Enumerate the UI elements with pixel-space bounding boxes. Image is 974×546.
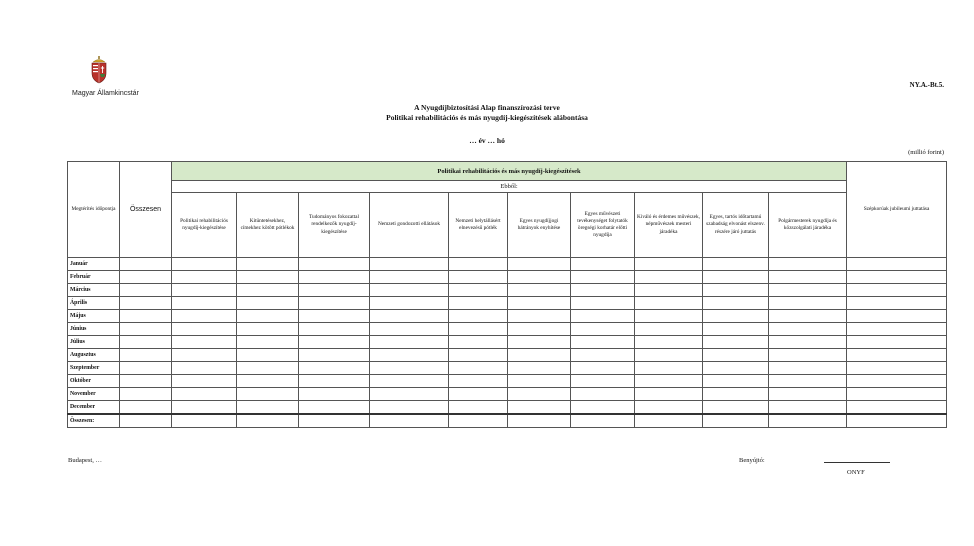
table-cell[interactable] xyxy=(571,258,635,271)
table-cell[interactable] xyxy=(847,323,947,336)
table-cell[interactable] xyxy=(769,414,847,428)
total-row xyxy=(68,414,947,428)
table-cell[interactable] xyxy=(237,362,299,375)
month-label: Március xyxy=(68,284,120,297)
col-header: Egyes művészeti tevékenységet folytatók öregségi korhatár előtti nyugdíja xyxy=(571,193,635,258)
table-cell[interactable] xyxy=(299,271,370,284)
table-cell[interactable] xyxy=(508,271,571,284)
table-cell[interactable] xyxy=(508,336,571,349)
total-label: Összesen: xyxy=(68,414,120,428)
table-cell[interactable] xyxy=(299,258,370,271)
table-cell[interactable] xyxy=(172,284,237,297)
table-cell[interactable] xyxy=(370,258,449,271)
col-header-date: Megtérítés időpontja xyxy=(68,162,120,258)
table-cell[interactable] xyxy=(449,401,508,415)
month-label: Június xyxy=(68,323,120,336)
table-cell[interactable] xyxy=(172,323,237,336)
col-header: Kiváló és érdemes művészek, népművészek mesteri járadéka xyxy=(635,193,703,258)
table-cell[interactable] xyxy=(769,336,847,349)
table-cell[interactable] xyxy=(571,271,635,284)
month-row xyxy=(68,323,947,336)
table-cell[interactable] xyxy=(120,284,172,297)
month-row xyxy=(68,297,947,310)
table-cell[interactable] xyxy=(635,375,703,388)
table-cell[interactable] xyxy=(237,258,299,271)
table-cell[interactable] xyxy=(635,271,703,284)
col-header: Polgármesterek nyugdíja és közszolgálati járadéka xyxy=(769,193,847,258)
table-cell[interactable] xyxy=(769,323,847,336)
table-cell[interactable] xyxy=(120,336,172,349)
table-cell[interactable] xyxy=(370,349,449,362)
issuer-name: Magyar Államkincstár xyxy=(72,90,139,97)
table-cell[interactable] xyxy=(847,414,947,428)
table-cell[interactable] xyxy=(370,336,449,349)
table-cell[interactable] xyxy=(449,362,508,375)
month-label: Május xyxy=(68,310,120,323)
month-row xyxy=(68,388,947,401)
col-header: Nemzeti helytállásért elnevezésű pótlék xyxy=(449,193,508,258)
table-cell[interactable] xyxy=(847,336,947,349)
table-cell[interactable] xyxy=(120,401,172,415)
table-cell[interactable] xyxy=(299,310,370,323)
table-cell[interactable] xyxy=(769,284,847,297)
table-cell[interactable] xyxy=(571,414,635,428)
document-title: A Nyugdíjbiztosítási Alap finanszírozási terve xyxy=(414,103,560,112)
month-row xyxy=(68,284,947,297)
document-subtitle: Politikai rehabilitációs és más nyugdíj-kiegészítések alábontása xyxy=(386,113,588,122)
table-cell[interactable] xyxy=(299,284,370,297)
month-label: Szeptember xyxy=(68,362,120,375)
table-cell[interactable] xyxy=(172,349,237,362)
table-cell[interactable] xyxy=(172,310,237,323)
table-cell[interactable] xyxy=(847,310,947,323)
table-cell[interactable] xyxy=(635,388,703,401)
place-date: Budapest, … xyxy=(68,457,102,464)
table-cell[interactable] xyxy=(172,375,237,388)
table-cell[interactable] xyxy=(172,388,237,401)
table-cell[interactable] xyxy=(120,388,172,401)
table-cell[interactable] xyxy=(449,297,508,310)
table-cell[interactable] xyxy=(769,310,847,323)
table-cell[interactable] xyxy=(370,414,449,428)
table-cell[interactable] xyxy=(299,401,370,415)
month-row xyxy=(68,362,947,375)
table-cell[interactable] xyxy=(635,323,703,336)
col-header: Politikai rehabilitációs nyugdíj-kiegészítése xyxy=(172,193,237,258)
table-cell[interactable] xyxy=(237,284,299,297)
table-cell[interactable] xyxy=(120,323,172,336)
table-cell[interactable] xyxy=(769,362,847,375)
month-row xyxy=(68,271,947,284)
table-cell[interactable] xyxy=(237,323,299,336)
month-label: Január xyxy=(68,258,120,271)
table-cell[interactable] xyxy=(703,297,769,310)
month-row xyxy=(68,336,947,349)
unit-label: (millió forint) xyxy=(908,149,944,156)
table-cell[interactable] xyxy=(847,349,947,362)
table-cell[interactable] xyxy=(120,258,172,271)
table-cell[interactable] xyxy=(449,310,508,323)
table-cell[interactable] xyxy=(769,271,847,284)
table-cell[interactable] xyxy=(237,336,299,349)
table-cell[interactable] xyxy=(299,388,370,401)
table-cell[interactable] xyxy=(299,336,370,349)
table-cell[interactable] xyxy=(703,349,769,362)
table-cell[interactable] xyxy=(120,310,172,323)
table-cell[interactable] xyxy=(508,414,571,428)
table-cell[interactable] xyxy=(237,297,299,310)
table-cell[interactable] xyxy=(299,323,370,336)
table-cell[interactable] xyxy=(508,388,571,401)
table-cell[interactable] xyxy=(370,401,449,415)
table-cell[interactable] xyxy=(449,349,508,362)
table-cell[interactable] xyxy=(120,349,172,362)
col-header-total: Összesen xyxy=(120,162,172,258)
table-cell[interactable] xyxy=(172,271,237,284)
table-cell[interactable] xyxy=(449,388,508,401)
table-cell[interactable] xyxy=(172,336,237,349)
month-label: Április xyxy=(68,297,120,310)
table-cell[interactable] xyxy=(449,271,508,284)
table-cell[interactable] xyxy=(571,388,635,401)
table-cell[interactable] xyxy=(508,401,571,415)
table-cell[interactable] xyxy=(703,310,769,323)
table-cell[interactable] xyxy=(703,258,769,271)
table-cell[interactable] xyxy=(847,284,947,297)
table-cell[interactable] xyxy=(571,323,635,336)
table-cell[interactable] xyxy=(120,297,172,310)
table-cell[interactable] xyxy=(847,258,947,271)
table-cell[interactable] xyxy=(237,349,299,362)
table-cell[interactable] xyxy=(508,297,571,310)
month-row xyxy=(68,310,947,323)
form-code: NY.A.-Bt.5. xyxy=(909,81,944,89)
table-cell[interactable] xyxy=(370,388,449,401)
table-cell[interactable] xyxy=(508,323,571,336)
table-cell[interactable] xyxy=(237,401,299,415)
table-cell[interactable] xyxy=(571,401,635,415)
table-cell[interactable] xyxy=(571,297,635,310)
table-cell[interactable] xyxy=(571,310,635,323)
table-cell[interactable] xyxy=(847,401,947,415)
table-cell[interactable] xyxy=(847,362,947,375)
table-cell[interactable] xyxy=(571,362,635,375)
table-cell[interactable] xyxy=(769,258,847,271)
month-label: Augusztus xyxy=(68,349,120,362)
table-cell[interactable] xyxy=(299,375,370,388)
table-cell[interactable] xyxy=(635,310,703,323)
table-cell[interactable] xyxy=(571,284,635,297)
table-cell[interactable] xyxy=(449,375,508,388)
table-cell[interactable] xyxy=(237,310,299,323)
col-header-last: Szépkorúak jubileumi juttatása xyxy=(847,162,947,258)
table-cell[interactable] xyxy=(449,258,508,271)
table-cell[interactable] xyxy=(172,414,237,428)
table-cell[interactable] xyxy=(237,271,299,284)
table-cell[interactable] xyxy=(703,414,769,428)
table-cell[interactable] xyxy=(847,375,947,388)
table-cell[interactable] xyxy=(370,375,449,388)
table-cell[interactable] xyxy=(635,258,703,271)
table-cell[interactable] xyxy=(237,388,299,401)
table-cell[interactable] xyxy=(703,336,769,349)
table-cell[interactable] xyxy=(635,336,703,349)
table-cell[interactable] xyxy=(299,297,370,310)
table-cell[interactable] xyxy=(172,258,237,271)
table-cell[interactable] xyxy=(370,271,449,284)
table-cell[interactable] xyxy=(703,401,769,415)
month-label: November xyxy=(68,388,120,401)
table-cell[interactable] xyxy=(703,323,769,336)
table-cell[interactable] xyxy=(508,258,571,271)
table-cell[interactable] xyxy=(172,401,237,415)
signature-line xyxy=(824,462,890,463)
table-cell[interactable] xyxy=(508,284,571,297)
table-cell[interactable] xyxy=(571,375,635,388)
table-cell[interactable] xyxy=(769,375,847,388)
table-cell[interactable] xyxy=(120,271,172,284)
table-cell[interactable] xyxy=(635,297,703,310)
table-cell[interactable] xyxy=(449,284,508,297)
month-row xyxy=(68,401,947,415)
month-label: Október xyxy=(68,375,120,388)
table-cell[interactable] xyxy=(370,323,449,336)
table-cell[interactable] xyxy=(237,414,299,428)
submitter-label: Benyújtó: xyxy=(739,457,765,464)
col-header: Egyes nyugdíjjogi hátrányok enyhítése xyxy=(508,193,571,258)
table-cell[interactable] xyxy=(847,271,947,284)
table-cell[interactable] xyxy=(847,297,947,310)
month-label: December xyxy=(68,401,120,415)
table-cell[interactable] xyxy=(370,284,449,297)
table-cell[interactable] xyxy=(508,349,571,362)
table-cell[interactable] xyxy=(635,362,703,375)
month-label: Július xyxy=(68,336,120,349)
table-cell[interactable] xyxy=(635,401,703,415)
group-header: Politikai rehabilitációs és más nyugdíj-kiegészítések xyxy=(172,162,847,181)
table-cell[interactable] xyxy=(703,375,769,388)
table-cell[interactable] xyxy=(299,362,370,375)
table-cell[interactable] xyxy=(299,349,370,362)
month-label: Február xyxy=(68,271,120,284)
table-cell[interactable] xyxy=(703,362,769,375)
table-cell[interactable] xyxy=(449,323,508,336)
table-cell[interactable] xyxy=(120,414,172,428)
table-cell[interactable] xyxy=(703,284,769,297)
table-cell[interactable] xyxy=(635,414,703,428)
table-cell[interactable] xyxy=(571,349,635,362)
table-cell[interactable] xyxy=(571,336,635,349)
table-cell[interactable] xyxy=(299,414,370,428)
financing-plan-table xyxy=(67,161,947,428)
month-row xyxy=(68,375,947,388)
table-cell[interactable] xyxy=(370,362,449,375)
month-row xyxy=(68,349,947,362)
table-cell[interactable] xyxy=(847,388,947,401)
table-cell[interactable] xyxy=(635,284,703,297)
organization-label: ONYF xyxy=(847,469,865,476)
col-header: Nemzeti gondozotti ellátások xyxy=(370,193,449,258)
table-cell[interactable] xyxy=(769,297,847,310)
table-cell[interactable] xyxy=(508,362,571,375)
table-cell[interactable] xyxy=(769,388,847,401)
sub-header: Ebből: xyxy=(172,181,847,193)
table-cell[interactable] xyxy=(449,414,508,428)
table-cell[interactable] xyxy=(508,310,571,323)
col-header: Kitüntetésekhez, címekhez kötött pótlékok xyxy=(237,193,299,258)
col-header: Tudományos fokozattal rendelkezők nyugdíj-kiegészítése xyxy=(299,193,370,258)
table-cell[interactable] xyxy=(449,336,508,349)
table-cell[interactable] xyxy=(370,297,449,310)
month-rows xyxy=(68,258,947,428)
col-header: Egyes, tartós időtartamú szabadság elvonást elszenv. részére járó juttatás xyxy=(703,193,769,258)
table-cell[interactable] xyxy=(703,388,769,401)
period-label: … év … hó xyxy=(469,136,505,145)
column-header-row xyxy=(68,193,947,258)
table-cell[interactable] xyxy=(703,271,769,284)
table-cell[interactable] xyxy=(120,362,172,375)
table-cell[interactable] xyxy=(237,375,299,388)
table-cell[interactable] xyxy=(769,401,847,415)
table-cell[interactable] xyxy=(508,375,571,388)
table-cell[interactable] xyxy=(769,349,847,362)
hungarian-coat-of-arms-icon xyxy=(88,56,110,84)
table-cell[interactable] xyxy=(370,310,449,323)
table-cell[interactable] xyxy=(172,297,237,310)
table-cell[interactable] xyxy=(172,362,237,375)
month-row xyxy=(68,258,947,271)
table-cell[interactable] xyxy=(635,349,703,362)
table-cell[interactable] xyxy=(120,375,172,388)
